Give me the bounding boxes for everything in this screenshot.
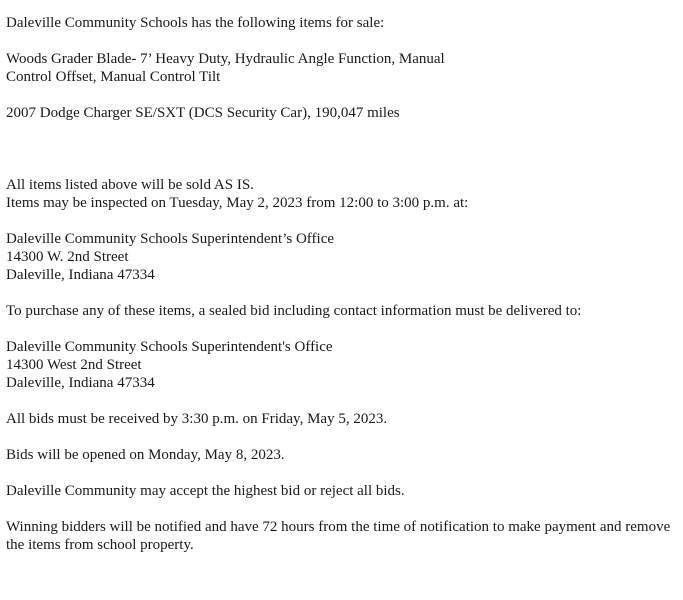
sale-notice bbox=[6, 14, 678, 554]
opening-text: Bids will be opened on Monday, May 8, 2023. bbox=[6, 447, 285, 463]
address-city: Daleville, Indiana 47334 bbox=[6, 267, 155, 283]
address-name: Daleville Community Schools Superintendent’s Office bbox=[6, 231, 335, 247]
spacer bbox=[6, 122, 678, 176]
winners-text: Winning bidders will be notified and have 72 hours from the time of notification to make payment and remove the items from school property. bbox=[6, 519, 671, 553]
policy-text: Daleville Community may accept the highest bid or reject all bids. bbox=[6, 483, 405, 499]
address-city: Daleville, Indiana 47334 bbox=[6, 375, 155, 391]
spacer bbox=[6, 464, 678, 482]
item-dodge-charger bbox=[6, 104, 678, 122]
address-street: 14300 West 2nd Street bbox=[6, 357, 142, 373]
address-street: 14300 W. 2nd Street bbox=[6, 249, 129, 265]
spacer bbox=[6, 428, 678, 446]
delivery-address bbox=[6, 338, 678, 392]
intro-text: Daleville Community Schools has the following items for sale: bbox=[6, 15, 385, 31]
spacer bbox=[6, 284, 678, 302]
purchase-text: To purchase any of these items, a sealed bid including contact information must be delivered to: bbox=[6, 303, 582, 319]
spacer bbox=[6, 500, 678, 518]
item-description-line: Control Offset, Manual Control Tilt bbox=[6, 69, 221, 85]
inspection-address bbox=[6, 230, 678, 284]
spacer bbox=[6, 212, 678, 230]
address-name: Daleville Community Schools Superintendent's Office bbox=[6, 339, 333, 355]
item-description-line: 2007 Dodge Charger SE/SXT (DCS Security Car), 190,047 miles bbox=[6, 105, 400, 121]
item-description-line: Woods Grader Blade- 7’ Heavy Duty, Hydraulic Angle Function, Manual bbox=[6, 51, 445, 67]
spacer bbox=[6, 320, 678, 338]
spacer bbox=[6, 86, 678, 104]
inspection-text: Items may be inspected on Tuesday, May 2, 2023 from 12:00 to 3:00 p.m. at: bbox=[6, 195, 469, 211]
deadline-text: All bids must be received by 3:30 p.m. on Friday, May 5, 2023. bbox=[6, 411, 388, 427]
spacer bbox=[6, 392, 678, 410]
item-grader-blade bbox=[6, 50, 678, 86]
spacer bbox=[6, 32, 678, 50]
as-is-text: All items listed above will be sold AS IS. bbox=[6, 177, 254, 193]
